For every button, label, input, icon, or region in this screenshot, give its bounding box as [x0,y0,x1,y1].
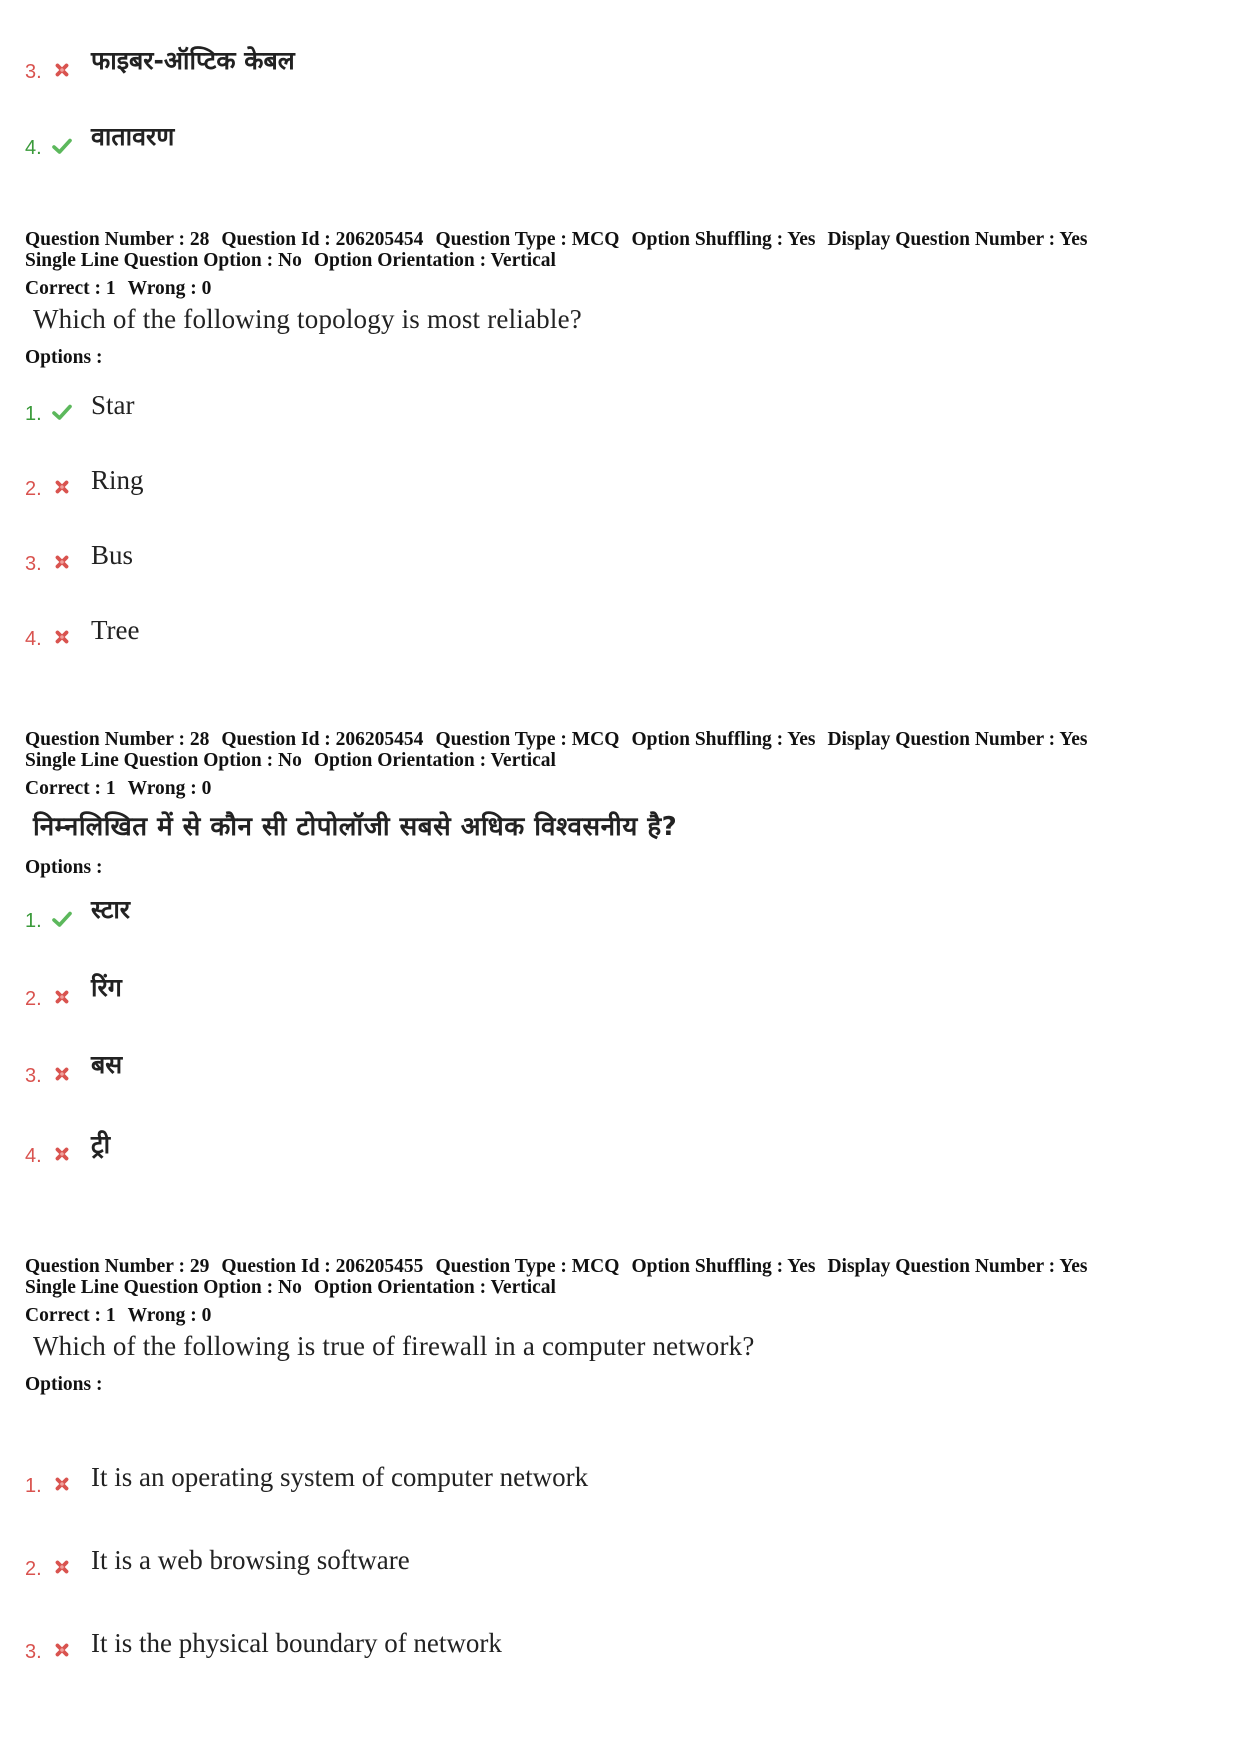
option-item [25,891,925,931]
option-item [25,1046,925,1086]
option-number: 1. [25,403,42,425]
option-text: फाइबर-ऑप्टिक केबल [91,46,295,75]
option-text: रिंग [91,973,122,1002]
cross-icon [52,477,72,497]
display-question-number: Display Question Number : Yes [827,1256,1088,1277]
option-text: Bus [91,540,134,570]
cross-icon [52,60,72,80]
option-number: 1. [25,910,42,932]
question-type: Question Type : MCQ [435,229,620,250]
option-orientation: Option Orientation : Vertical [313,750,556,771]
option-number: 2. [25,1558,42,1580]
wrong-marks: Wrong : 0 [127,1305,212,1326]
question-meta-line-1 [25,729,1215,750]
question-text: Which of the following topology is most reliable? [33,304,582,334]
option-shuffling: Option Shuffling : Yes [631,229,816,250]
question-id: Question Id : 206205455 [221,1256,424,1277]
option-item [25,1539,925,1579]
option-number: 1. [25,1475,42,1497]
single-line-option: Single Line Question Option : No [25,750,302,771]
options-label: Options : [25,857,103,878]
question-type: Question Type : MCQ [435,729,620,750]
option-item [25,609,925,649]
marking-scheme [25,778,1215,799]
display-question-number: Display Question Number : Yes [827,729,1088,750]
option-text: Star [91,390,135,420]
question-meta-line-2 [25,250,1215,271]
option-orientation: Option Orientation : Vertical [313,250,556,271]
question-number: Question Number : 28 [25,729,210,750]
display-question-number: Display Question Number : Yes [827,229,1088,250]
option-text: It is an operating system of computer network [91,1462,589,1492]
cross-icon [52,1557,72,1577]
question-meta-line-1 [25,1256,1215,1277]
cross-icon [52,1144,72,1164]
question-text: Which of the following is true of firewall in a computer network? [33,1331,755,1361]
cross-icon [52,1064,72,1084]
correct-marks: Correct : 1 [25,778,116,799]
option-shuffling: Option Shuffling : Yes [631,729,816,750]
cross-icon [52,1474,72,1494]
option-orientation: Option Orientation : Vertical [313,1277,556,1298]
option-number: 4. [25,1145,42,1167]
option-text: स्टार [91,895,131,924]
marking-scheme [25,1305,1215,1326]
option-number: 4. [25,628,42,650]
cross-icon [52,1640,72,1660]
cross-icon [52,987,72,1007]
wrong-marks: Wrong : 0 [127,278,212,299]
question-meta-line-2 [25,750,1215,771]
check-icon [52,909,72,929]
option-number: 2. [25,478,42,500]
question-block-28-hindi [25,729,1215,1167]
option-item [25,42,925,82]
option-item [25,118,925,158]
option-item [25,384,925,424]
option-number: 3. [25,1641,42,1663]
option-text: वातावरण [91,122,175,151]
options-label: Options : [25,347,103,368]
wrong-marks: Wrong : 0 [127,778,212,799]
option-text: बस [91,1050,123,1079]
option-item [25,1456,925,1496]
option-text: ट्री [91,1130,111,1159]
question-block-29-english [25,1256,1215,1663]
cross-icon [52,552,72,572]
option-number: 3. [25,61,42,83]
correct-marks: Correct : 1 [25,278,116,299]
option-number: 4. [25,137,42,159]
option-item [25,534,925,574]
option-number: 3. [25,553,42,575]
option-item [25,969,925,1009]
check-icon [52,402,72,422]
option-text: Ring [91,465,144,495]
marking-scheme [25,278,1215,299]
option-item [25,1126,925,1166]
question-meta-line-1 [25,229,1215,250]
question-block-28-english [25,229,1215,650]
cross-icon [52,627,72,647]
question-number: Question Number : 29 [25,1256,210,1277]
option-text: It is the physical boundary of network [91,1628,502,1658]
check-icon [52,136,72,156]
question-text: निम्नलिखित में से कौन सी टोपोलॉजी सबसे अधिक विश्वसनीय है? [33,812,678,842]
question-meta-line-2 [25,1277,1215,1298]
option-number: 2. [25,988,42,1010]
correct-marks: Correct : 1 [25,1305,116,1326]
single-line-option: Single Line Question Option : No [25,250,302,271]
single-line-option: Single Line Question Option : No [25,1277,302,1298]
question-number: Question Number : 28 [25,229,210,250]
option-item [25,459,925,499]
question-type: Question Type : MCQ [435,1256,620,1277]
option-item [25,1622,925,1662]
options-label: Options : [25,1374,103,1395]
question-id: Question Id : 206205454 [221,729,424,750]
option-number: 3. [25,1065,42,1087]
question-id: Question Id : 206205454 [221,229,424,250]
option-text: It is a web browsing software [91,1545,410,1575]
option-text: Tree [91,615,140,645]
option-shuffling: Option Shuffling : Yes [631,1256,816,1277]
